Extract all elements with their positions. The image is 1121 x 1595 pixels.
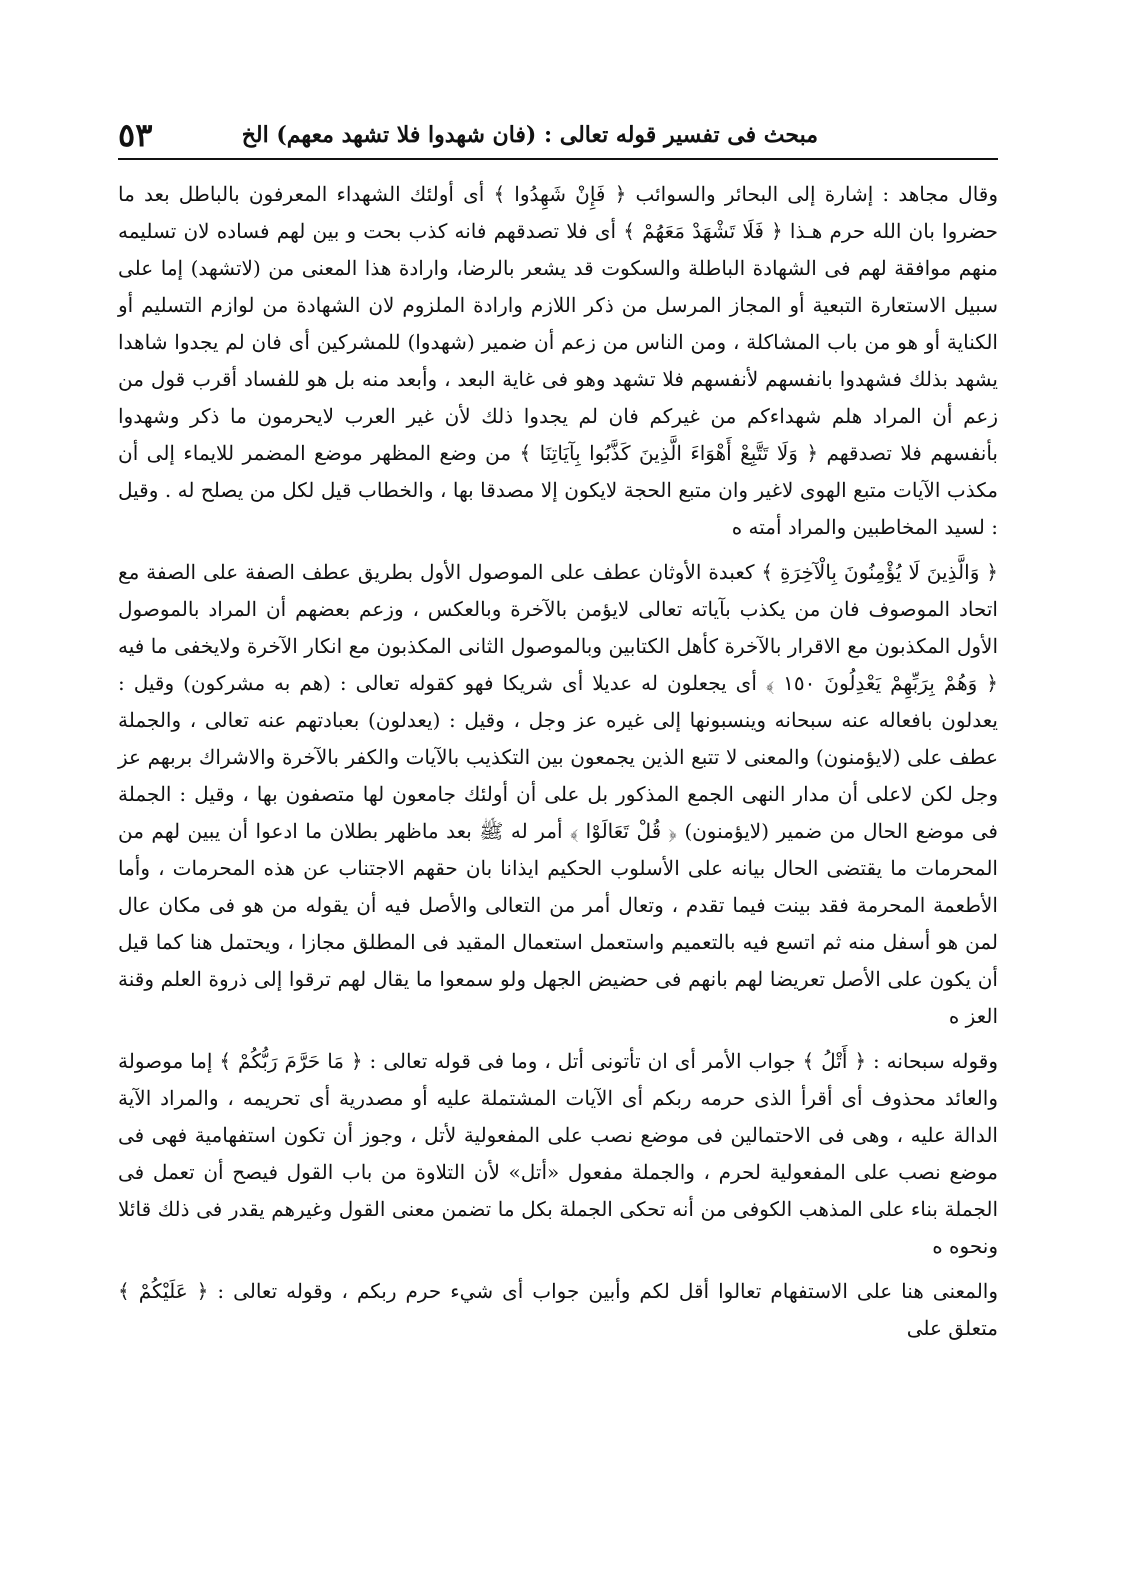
page-header bbox=[118, 112, 998, 158]
body-text bbox=[118, 176, 998, 1347]
paragraph-3: وقوله سبحانه : ﴿ أَتْلُ ﴾ جواب الأمر أى ان تأتونى أتل ، وما فى قوله تعالى : ﴿ مَا حَرَّمَ رَبُّكُمْ ﴾ إما موصولة والعائد محذوف أى أقرأ الذى حرمه ربكم أى الآيات المشتملة عليه أو مصدرية أى تحريمه ، والمراد الآية الدالة عليه ، وهى فى الاحتمالين فى موضع نصب على المفعولية لأتل ، وجوز أن تكون استفهامية فهى فى موضع نصب على المفعولية لحرم ، والجملة مفعول «أتل» لأن التلاوة من باب القول فيصح أن تعمل فى الجملة بناء على المذهب الكوفى من أنه تحكى الجملة بكل ما تضمن معنى القول وغيرهم يقدر فى ذلك قائلا ونحوه ه bbox=[118, 1049, 998, 1258]
header-divider bbox=[118, 158, 998, 160]
page-number: ٥٣ bbox=[118, 116, 153, 154]
paragraph-1: وقال مجاهد : إشارة إلى البحائر والسوائب ﴿ فَإِنْ شَهِدُوا ﴾ أى أولئك الشهداء المعرفون بالباطل بعد ما حضروا بان الله حرم هـذا ﴿ فَلَا تَشْهَدْ مَعَهُمْ ﴾ أى فلا تصدقهم فانه كذب بحت و بين لهم فساده لان تسليمه منهم موافقة لهم فى الشهادة الباطلة والسكوت قد يشعر بالرضا، وارادة هذا المعنى من (لاتشهد) إما على سبيل الاستعارة التبعية أو المجاز المرسل من ذكر اللازم وارادة الملزوم لان الشهادة من لوازم التسليم أو الكناية أو هو من باب المشاكلة ، ومن الناس من زعم أن ضمير (شهدوا) للمشركين أى فان لم يجدوا شاهدا يشهد بذلك فشهدوا بانفسهم لأنفسهم فلا تشهد وهو فى غاية البعد ، وأبعد منه بل هو للفساد أقرب قول من زعم أن المراد هلم شهداءكم من غيركم فان لم يجدوا ذلك لأن غير العرب لايحرمون ما ذكر وشهدوا بأنفسهم فلا تصدقهم ﴿ وَلَا تَتَّبِعْ أَهْوَاءَ الَّذِينَ كَذَّبُوا بِآيَاتِنَا ﴾ من وضع المظهر موضع المضمر للايماء إلى أن مكذب الآيات متبع الهوى لاغير وان متبع الحجة لايكون إلا مصدقا بها ، والخطاب قيل لكل من يصلح له . وقيل : لسيد المخاطبين والمراد أمته ه bbox=[118, 182, 999, 539]
paragraph-4: والمعنى هنا على الاستفهام تعالوا أقل لكم وأبين جواب أى شيء حرم ربكم ، وقوله تعالى : ﴿ عَلَيْكُمْ ﴾ متعلق على bbox=[118, 1279, 998, 1340]
running-title: مبحث فى تفسير قوله تعالى : (فان شهدوا فلا تشهد معهم) الخ bbox=[241, 122, 818, 148]
paragraph-2: ﴿ وَالَّذِينَ لَا يُؤْمِنُونَ بِالْآخِرَةِ ﴾ كعبدة الأوثان عطف على الموصول الأول بطريق عطف الصفة على الصفة مع اتحاد الموصوف فان من يكذب بآياته تعالى لايؤمن بالآخرة وبالعكس ، وزعم بعضهم أن المراد بالموصول الأول المكذبون مع الاقرار بالآخرة كأهل الكتابين وبالموصول الثانى المكذبون مع انكار الآخرة ولايخفى ما فيه ﴿ وَهُمْ بِرَبِّهِمْ يَعْدِلُونَ ١٥٠ ﴾ أى يجعلون له عديلا أى شريكا فهو كقوله تعالى : (هم به مشركون) وقيل : يعدلون بافعاله عنه سبحانه وينسبونها إلى غيره عز وجل ، وقيل : (يعدلون) بعبادتهم عنه تعالى ، والجملة عطف على (لايؤمنون) والمعنى لا تتبع الذين يجمعون بين التكذيب بالآيات والكفر بالآخرة والاشراك بربهم عز وجل لكن لاعلى أن مدار النهى الجمع المذكور بل على أن أولئك جامعون لها متصفون بها ، وقيل : الجملة فى موضع الحال من ضمير (لايؤمنون) ﴿ قُلْ تَعَالَوْا ﴾ أمر له ﷺ بعد ماظهر بطلان ما ادعوا أن يبين لهم من المحرمات ما يقتضى الحال بيانه على الأسلوب الحكيم ايذانا بان حقهم الاجتناب عن هذه المحرمات ، وأما الأطعمة المحرمة فقد بينت فيما تقدم ، وتعال أمر من التعالى والأصل فيه أن يقوله من هو فى مكان عال لمن هو أسفل منه ثم اتسع فيه بالتعميم واستعمل استعمال المقيد فى المطلق مجازا ، ويحتمل هنا كما قيل أن يكون على الأصل تعريضا لهم بانهم فى حضيض الجهل ولو سمعوا ما يقال لهم ترقوا إلى ذروة العلم وقنة العز ه bbox=[118, 560, 999, 1028]
